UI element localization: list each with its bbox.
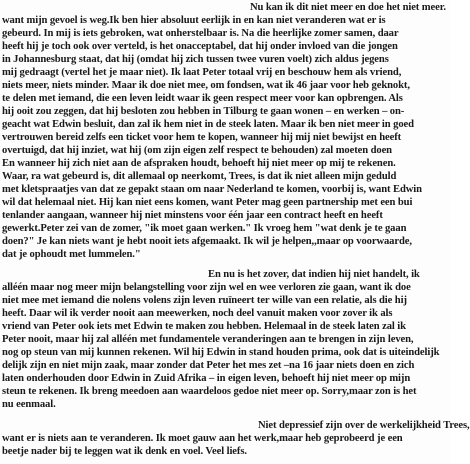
letter-line: want er is niets aan te veranderen. Ik moet gauw aan het werk,maar heb geprobeerd je een: [2, 433, 403, 444]
letter-line: Niet depressief zijn over de werkelijkheid Trees,: [258, 420, 470, 431]
letter-line: vriend van Peter ook iets met Edwin te maken zou hebben. Helemaal in de steek laten zal ik: [2, 321, 406, 332]
letter-line: niets meer, niets minder. Maar ik doe niet mee, om fondsen, wat ik 46 jaar voor heb geknokt,: [2, 80, 410, 91]
letter-line: beetje nader bij te leggen wat ik denk en voel. Veel liefs.: [2, 446, 247, 457]
letter-line: Waar, ra wat gebeurd is, dit allemaal op neerkomt, Trees, is dat ik niet alleen mijn geduld: [2, 171, 397, 182]
letter-line: tenlander aangaan, wanneer hij niet minstens voor één jaar een contract heeft en heeft: [2, 210, 383, 221]
letter-line: Nu kan ik dit niet meer en doe het niet meer.: [250, 2, 446, 13]
letter-line: hij ooit zou zeggen, dat hij besloten zou hebben in Tilburg te gaan wonen – en werken – on-: [2, 106, 405, 117]
letter-line: gebeurd. In mij is iets gebroken, wat onherstelbaar is. Na die heerlijke zomer samen, daar: [2, 28, 399, 39]
letter-line: steun te rekenen. Ik breng meedoen aan waardeloos gedoe niet meer op. Sorry,maar zon is het: [2, 386, 417, 397]
letter-line: wil dat helemaal niet. Hij kan niet eens komen, want Peter mag geen partnership met een bui: [2, 197, 413, 208]
letter-line: want mijn gevoel is weg.Ik ben hier absoluut eerlijk in en kan niet veranderen wat er is: [2, 15, 386, 26]
letter-line: gewerkt.Peter zei van de zomer, "ik moet gaan werken." Ik vroeg hem "wat denk je te gaan: [2, 223, 407, 234]
letter-line: niet mee met iemand die nolens volens zijn leven ruïneert ter wille van een relatie, als die hij: [2, 295, 407, 306]
letter-line: Peter nooit, maar hij zal alléén met fundamentele veranderingen aan te brengen in zijn leven,: [2, 334, 414, 345]
letter-line: overtuigd, dat hij inziet, wat hij (om zijn eigen zelf respect te behouden) zal moeten doen: [2, 145, 392, 156]
letter-line: heeft. Daar wil ik verder nooit aan meewerken, noch deel vanuit maken voor zover ik als: [2, 308, 393, 319]
letter-line: mij gedraagt (vertel het je maar niet). Ik laat Peter totaal vrij en beschouw hem als vriend,: [2, 67, 402, 78]
letter-line: te delen met iemand, die een leven leidt waar ik geen respect meer voor kan opbrengen. Als: [2, 93, 403, 104]
letter-line: doen?" Je kan niets want je hebt nooit iets afgemaakt. Ik wil je helpen,,maar op voorwaarde,: [2, 236, 412, 247]
letter-line: vertrouwen bereid zelfs een ticket voor hem te kopen, wanneer hij mij niet bewijst en heeft: [2, 132, 402, 143]
letter-line: En nu is het zover, dat indien hij niet handelt, ik: [208, 269, 420, 280]
letter-line: alléén maar nog meer mijn belangstelling voor zijn wel en wee verloren zie gaan, want ik doe: [2, 282, 411, 293]
letter-line: in Johannesburg staat, dat hij (omdat hij zich tussen twee vuren voelt) zich aldus jegens: [2, 54, 389, 65]
letter-line: nu eenmaal.: [2, 399, 56, 410]
letter-line: nog op steun van mij kunnen rekenen. Wil hij Edwin in stand houden prima, ook dat is uiteindelijk: [2, 347, 440, 358]
letter-line: dat je ophoudt met lummelen.": [2, 249, 141, 260]
letter-line: En wanneer hij zich niet aan de afspraken houdt, behoeft hij niet meer op mij te rekenen.: [2, 158, 396, 169]
letter-line: delijk zijn en niet mijn zaak, maar zonder dat Peter het mes zet –na 16 jaar niets doen en zich: [2, 360, 415, 371]
letter-line: met kletspraatjes van dat ze gepakt staan om naar Nederland te komen, voorbij is, want Edwin: [2, 184, 422, 195]
letter-line: heeft hij je toch ook over verteld, is het onacceptabel, dat hij onder invloed van die jongen: [2, 41, 398, 52]
letter-line: laten onderhouden door Edwin in Zuid Afrika – in eigen leven, behoeft hij niet meer op mijn: [2, 373, 411, 384]
letter-line: geacht wat Edwin besluit, dan zal ik hem niet in de steek laten. Maar ik ben niet meer in goed: [2, 119, 414, 130]
